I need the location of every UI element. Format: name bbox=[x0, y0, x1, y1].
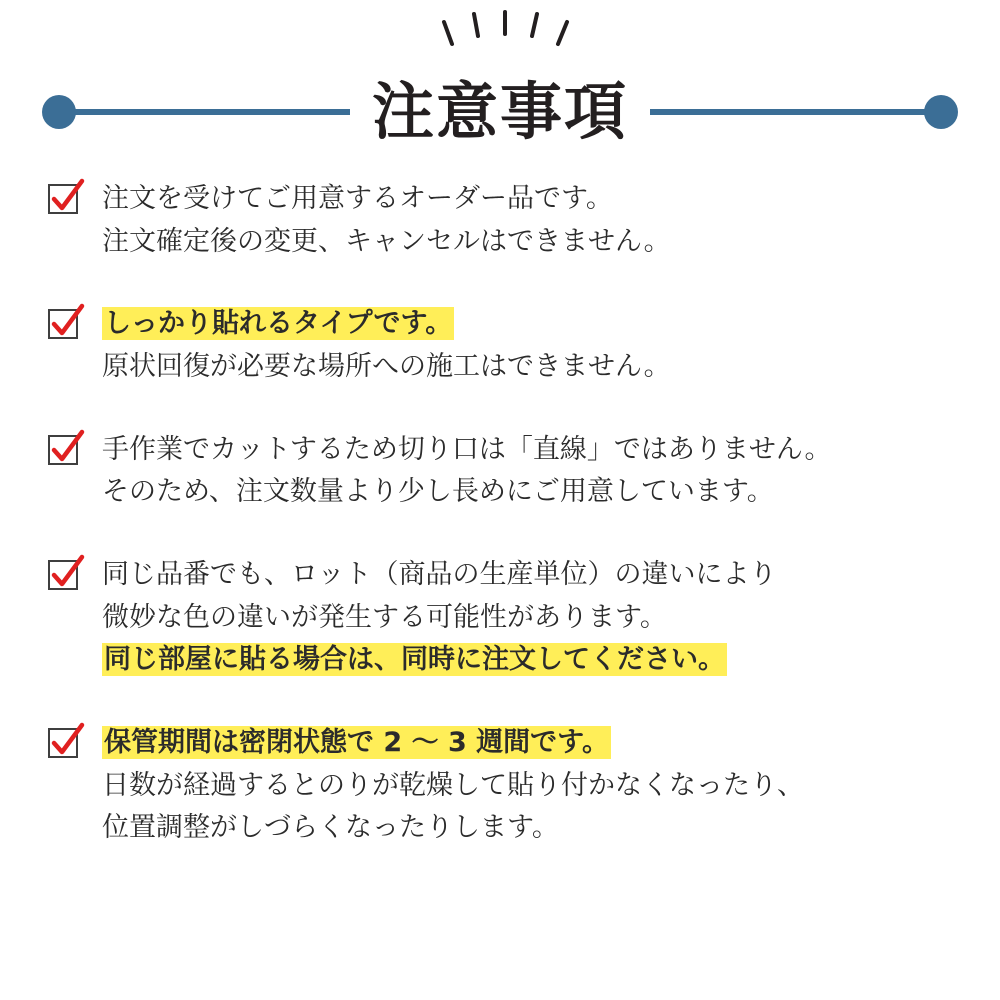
note-text bbox=[102, 554, 1000, 682]
note-line-text-highlighted: しっかり貼れるタイプです。 bbox=[104, 308, 453, 340]
title-rule-left bbox=[50, 109, 350, 115]
check-mark-icon bbox=[45, 426, 89, 470]
note-line bbox=[102, 471, 1000, 514]
check-mark-icon bbox=[45, 719, 89, 763]
list-item bbox=[0, 722, 1000, 850]
list-item bbox=[0, 429, 1000, 514]
note-line-text: 手作業でカットするため切り口は「直線」ではありません。 bbox=[102, 433, 832, 465]
check-mark-icon bbox=[45, 175, 89, 219]
title-row bbox=[0, 62, 1000, 162]
note-line-text: 原状回復が必要な場所への施工はできません。 bbox=[102, 350, 671, 382]
page-header bbox=[0, 0, 1000, 175]
sparkle-burst-icon bbox=[0, 8, 1000, 68]
checkbox-checked-icon bbox=[48, 560, 82, 594]
note-text bbox=[102, 178, 1000, 263]
note-line bbox=[102, 221, 1000, 264]
title-dot-left bbox=[42, 95, 76, 129]
note-text bbox=[102, 429, 1000, 514]
note-line bbox=[102, 303, 1000, 346]
note-line-text: 注文確定後の変更、キャンセルはできません。 bbox=[102, 225, 671, 257]
note-line bbox=[102, 807, 1000, 850]
note-line-text-highlighted: 保管期間は密閉状態で 2 〜 3 週間です。 bbox=[104, 726, 610, 758]
note-line-text: そのため、注文数量より少し長めにご用意しています。 bbox=[102, 476, 774, 508]
check-mark-icon bbox=[45, 300, 89, 344]
note-line bbox=[102, 429, 1000, 472]
title-dot-right bbox=[924, 95, 958, 129]
list-item bbox=[0, 303, 1000, 388]
note-line bbox=[102, 722, 1000, 765]
title-rule-right bbox=[650, 109, 950, 115]
checkbox-checked-icon bbox=[48, 309, 82, 343]
note-line-text: 位置調整がしづらくなったりします。 bbox=[102, 812, 559, 844]
check-mark-icon bbox=[45, 551, 89, 595]
checkbox-checked-icon bbox=[48, 184, 82, 218]
note-line-text: 日数が経過するとのりが乾燥して貼り付かなくなったり、 bbox=[102, 769, 804, 801]
note-line-text: 同じ品番でも、ロット（商品の生産単位）の違いにより bbox=[102, 558, 777, 590]
note-line bbox=[102, 346, 1000, 389]
note-line bbox=[102, 765, 1000, 808]
list-item bbox=[0, 554, 1000, 682]
page-title: 注意事項 bbox=[371, 75, 628, 148]
note-line-text: 注文を受けてご用意するオーダー品です。 bbox=[102, 183, 613, 214]
note-text bbox=[102, 722, 1000, 850]
note-line bbox=[102, 639, 1000, 682]
note-line-text: 微妙な色の違いが発生する可能性があります。 bbox=[102, 601, 667, 633]
checkbox-checked-icon bbox=[48, 435, 82, 469]
note-line bbox=[102, 178, 1000, 221]
note-line bbox=[102, 554, 1000, 597]
note-text bbox=[102, 303, 1000, 388]
note-line-text-highlighted: 同じ部屋に貼る場合は、同時に注文してください。 bbox=[104, 644, 725, 676]
list-item bbox=[0, 178, 1000, 263]
notes-list bbox=[0, 178, 1000, 890]
note-line bbox=[102, 597, 1000, 640]
checkbox-checked-icon bbox=[48, 728, 82, 762]
